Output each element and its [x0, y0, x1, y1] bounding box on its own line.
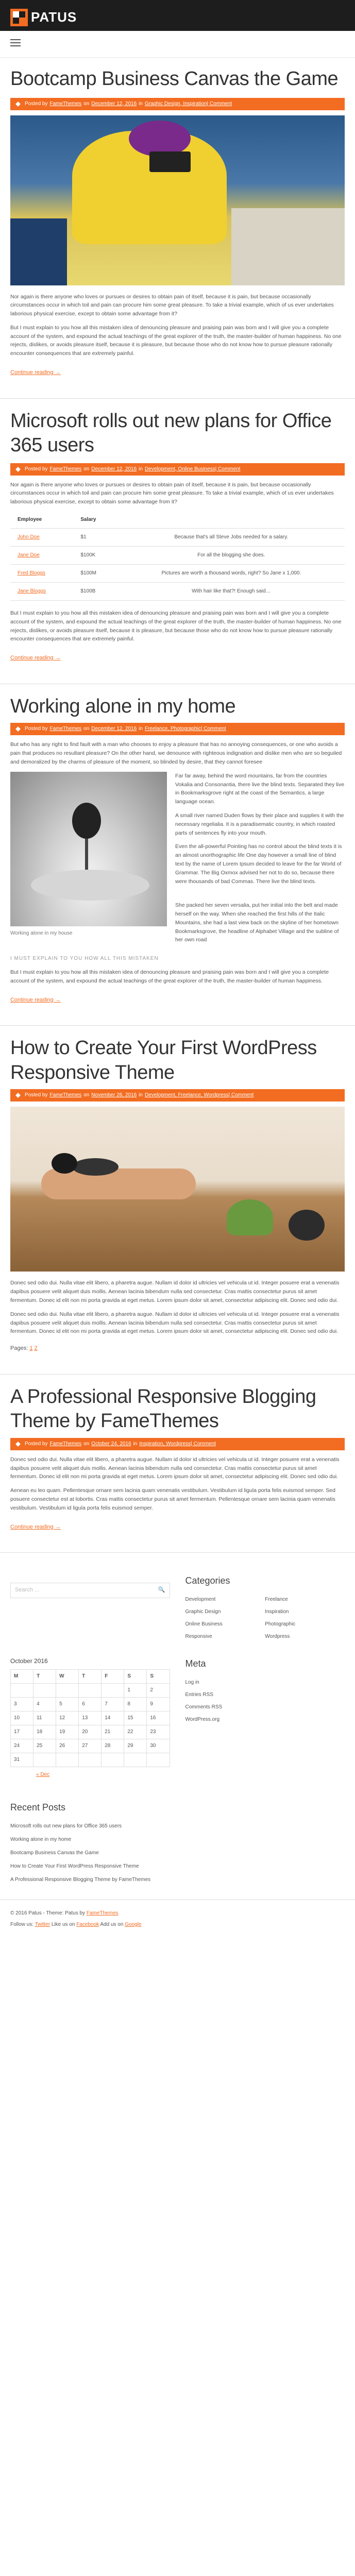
pin-icon: [15, 101, 21, 107]
post-title[interactable]: A Professional Responsive Blogging Theme by FameThemes: [10, 1385, 316, 1432]
category-links[interactable]: Development, Online Business| Comment: [144, 466, 241, 472]
category-link[interactable]: Responsive: [185, 1634, 212, 1640]
author-link[interactable]: FameThemes: [49, 1440, 82, 1447]
widget-area-2: [0, 1641, 355, 1780]
post: Working alone in my home Posted by FameThemes on December 12, 2016 in Freelance, Photographic| Comment But who has any right to find fault with a man who chooses to enjoy a pleasure that has no annoying consequences, or one who avoids a pain that produces no resultant pleasure? On the other hand, we denounce with righteous indignation and dislike men who are so beguiled and demoralized by the charms of pleasure of the moment, so blinded by desire, that they cannot foresee Working alone in my house Far far away, behind the word mountains, far from the countries Vokalia and Consonantia, there live the blind texts. Separated they live in Bookmarksgrove right at the coast of the Semantics, a large language ocean. A small river named Duden flows by their place and supplies it with the necessary regelialia. It is a paradisematic country, in which roasted parts of sentences fly into your mouth. Even the all-powerful Pointing has no control about the blind texts it is an almost unorthographic life One day however a small line of blind text by the name of Lorem Ipsum decided to leave for the far World of Grammar. The Big Oxmox advised her not to do so, because there were thousands of bad Commas. There live the blind texts. She packed her seven versalia, put her initial into the belt and made herself on the way. When she reached the first hills of the Italic Mountains, she had a last view back on the skyline of her hometown Bookmarksgrove, the headline of Alphabet Village and the subline of her own road I MUST EXPLAIN TO YOU HOW ALL THIS MISTAKEN But I must explain to you how all this mistaken idea of denouncing pleasure and praising pain was born and I will give you a complete account of the system, and expound the actual teachings of the great explorer of the truth, the master-builder of human happiness. Continue reading →: [0, 684, 355, 1026]
continue-reading-link[interactable]: Continue reading →: [10, 369, 61, 376]
meta-link[interactable]: Comments RSS: [185, 1704, 223, 1710]
site-name: PATUS: [31, 9, 77, 25]
post-meta: Posted by FameThemes on December 12, 2016 in Freelance, Photographic| Comment: [10, 723, 345, 735]
category-link[interactable]: Graphic Design: [185, 1609, 221, 1615]
pin-icon: [15, 1093, 21, 1098]
footer-author-link[interactable]: FameThemes: [86, 1910, 119, 1916]
table-row: Fred Bloggs $100M Pictures are worth a thousand words, right? So Jane x 1,000.: [10, 565, 345, 583]
post: A Professional Responsive Blogging Theme by FameThemes Posted by FameThemes on October 24, 2016 in Inspiration, Wordpress| Comment Donec sed odio dui. Nulla vitae elit libero, a pharetra augue. Nullam id dolor id ultricies vel vehicula ut id. Integer posuere erat a venenatis dapibus posuere velit aliquet duis mollis. Aenean lacinia bibendum nulla sed consectetur. Cras mattis consectetur purus sit amet fermentum. Donec id elit non mi porta gravida at eget metus. Lorem ipsum dolor sit amet, consectetur adipiscing elit. Donec sed odio dui. Aenean eu leo quam. Pellentesque ornare sem lacinia quam venenatis vestibulum. Vestibulum id ligula porta felis euismod semper. Sed posuere consectetur est at lobortis. Cras mattis consectetur purus sit amet fermentum. Pellentesque ornare sem lacinia quam venenatis vestibulum. Vestibulum id ligula porta felis euismod semper. Continue reading →: [0, 1375, 355, 1552]
recent-posts-list: [10, 1822, 345, 1884]
menu-bar: [0, 31, 355, 58]
date-link[interactable]: December 12, 2016: [91, 726, 137, 732]
table-row: John Doe $1 Because that's all Steve Jobs needed for a salary.: [10, 529, 345, 547]
meta-link[interactable]: WordPress.org: [185, 1716, 220, 1722]
image-caption: Working alone in my house: [10, 930, 73, 936]
salary-table: Employee Salary John Doe $1 Because that's all Steve Jobs needed for a salary. Jane Doe $100K For all the blogging she does. Fred Bloggs $100M Pictures are worth a thousand words, right? So Jane x 1,000. Jane Bloggs $100B With hair like that?! Enough said…: [10, 512, 345, 601]
post-title[interactable]: How to Create Your First WordPress Responsive Theme: [10, 1037, 317, 1083]
recent-post-link[interactable]: Microsoft rolls out new plans for Office 365 users: [10, 1823, 122, 1829]
post-title[interactable]: Microsoft rolls out new plans for Office 365 users: [10, 410, 332, 456]
continue-reading-link[interactable]: Continue reading →: [10, 1523, 61, 1530]
search-icon[interactable]: 🔍: [158, 1587, 165, 1594]
pin-icon: [15, 726, 21, 732]
widget-col-right: [185, 1573, 345, 1641]
pin-icon: [15, 467, 21, 472]
search-input[interactable]: Search ... 🔍: [10, 1583, 170, 1598]
category-link[interactable]: Wordpress: [265, 1634, 290, 1640]
calendar-widget: [10, 1656, 170, 1780]
recent-posts-title: Recent Posts: [10, 1802, 66, 1812]
hamburger-icon[interactable]: [10, 39, 21, 46]
author-link[interactable]: FameThemes: [49, 100, 82, 107]
post-meta: Posted by FameThemes on December 12, 2016 in Development, Online Business| Comment: [10, 463, 345, 476]
site-header: [0, 0, 355, 31]
meta-list: [185, 1679, 345, 1724]
category-links[interactable]: Development, Freelance, Wordpress| Comment: [144, 1092, 254, 1098]
calendar-prev-link[interactable]: « Dec: [36, 1772, 50, 1778]
widget-area: [0, 1553, 355, 1641]
pin-icon: [15, 1442, 21, 1447]
widget-col-left: [10, 1573, 170, 1641]
image-figure: [10, 772, 167, 950]
calendar: October 2016 M T W T F S S 1 2 3 4 5 6 7 8 9 10 11 12 13 14 15 16 17 18 19 20 21 22 23 24 25 26 27 28 29 30 31: [10, 1656, 170, 1767]
recent-post-link[interactable]: A Professional Responsive Blogging Theme by FameThemes: [10, 1876, 151, 1883]
featured-image[interactable]: [10, 115, 345, 285]
date-link[interactable]: November 26, 2016: [91, 1092, 137, 1098]
meta-link[interactable]: Entries RSS: [185, 1691, 213, 1698]
site-logo[interactable]: [10, 7, 345, 28]
logo-icon: [10, 9, 28, 26]
copyright: © 2016 Patus - Theme: Patus by FameThemes: [10, 1910, 119, 1916]
post-pagination: Pages: 1 2: [10, 1345, 38, 1352]
post-title[interactable]: Bootcamp Business Canvas the Game: [10, 68, 339, 90]
post: Microsoft rolls out new plans for Office 365 users Posted by FameThemes on December 12, 2016 in Development, Online Business| Comment Nor again is there anyone who loves or pursues or desires to obtain pain of itself, because it is pain, but because occasionally circumstances occur in which toil and pain can procure him some great pleasure. To take a trivial example, which of us ever undertakes laborious physical exercise, except to obtain some advantage from it? Employee Salary John Doe $1 Because that's all Steve Jobs needed for a salary. Jane Doe $100K For all the blogging she does. Fred Bloggs $100M Pictures are worth a thousand words, right? So Jane x 1,000. Jane Bloggs $100B With hair like that?! Enough said… But I must explain to you how all this mistaken idea of denouncing pleasure and praising pain was born and I will give you a complete account of the system, and expound the actual teachings of the great explorer of the truth, the master-builder of human happiness. No one rejects, dislikes, or avoids pleasure itself, because it is pleasure, but because those who do not know how to pursue pleasure rationally encounter consequences that are extremely painful. Continue reading →: [0, 399, 355, 684]
post-meta: Posted by FameThemes on November 26, 2016 in Development, Freelance, Wordpress| Comment: [10, 1089, 345, 1101]
table-row: Jane Doe $100K For all the blogging she does.: [10, 547, 345, 565]
meta-widget: [185, 1656, 345, 1780]
table-row: Jane Bloggs $100B With hair like that?! Enough said…: [10, 583, 345, 601]
recent-posts-widget: [0, 1780, 355, 1884]
twitter-link[interactable]: Twitter: [35, 1921, 50, 1927]
google-link[interactable]: Google: [125, 1921, 142, 1927]
continue-reading-link[interactable]: Continue reading →: [10, 655, 61, 662]
post-meta: Posted by FameThemes on December 12, 2016 in Graphic Design, Inspiration| Comment: [10, 98, 345, 110]
recent-post-link[interactable]: How to Create Your First WordPress Responsive Theme: [10, 1863, 139, 1869]
category-links[interactable]: Inspiration, Wordpress| Comment: [139, 1440, 216, 1447]
recent-post-link[interactable]: Bootcamp Business Canvas the Game: [10, 1850, 99, 1856]
meta-link[interactable]: Log in: [185, 1679, 199, 1685]
recent-post-link[interactable]: Working alone in my home: [10, 1836, 72, 1842]
category-link[interactable]: Inspiration: [265, 1609, 289, 1615]
social-links: Follow us: Twitter Like us on Facebook Add us on Google: [10, 1921, 142, 1927]
featured-image[interactable]: [10, 1107, 345, 1272]
pull-quote: I MUST EXPLAIN TO YOU HOW ALL THIS MISTAKEN: [10, 956, 159, 962]
author-link[interactable]: FameThemes: [49, 1092, 82, 1098]
category-links[interactable]: Freelance, Photographic| Comment: [144, 726, 226, 732]
post-title[interactable]: Working alone in my home: [10, 695, 236, 717]
post: How to Create Your First WordPress Responsive Theme Posted by FameThemes on November 26, 2016 in Development, Freelance, Wordpress| Comment Donec sed odio dui. Nulla vitae elit libero, a pharetra augue. Nullam id dolor id ultricies vel vehicula ut id. Integer posuere erat a venenatis dapibus posuere velit aliquet duis mollis. Aenean lacinia bibendum nulla sed consectetur. Cras mattis consectetur purus sit amet fermentum. Donec id elit non mi porta gravida at eget metus. Lorem ipsum dolor sit amet, consectetur adipiscing elit. Donec sed odio dui. Donec sed odio dui. Nulla vitae elit libero, a pharetra augue. Nullam id dolor id ultricies vel vehicula ut id. Integer posuere erat a venenatis dapibus posuere velit aliquet duis mollis. Aenean lacinia bibendum nulla sed consectetur. Cras mattis consectetur purus sit amet fermentum. Donec id elit non mi porta gravida at eget metus. Lorem ipsum dolor sit amet, consectetur adipiscing elit. Donec sed odio dui. Pages: 1 2: [0, 1026, 355, 1374]
author-link[interactable]: FameThemes: [49, 466, 82, 472]
category-link[interactable]: Photographic: [265, 1621, 296, 1628]
page-link[interactable]: 1: [29, 1345, 33, 1352]
categories-title: Categories: [185, 1575, 230, 1586]
author-link[interactable]: FameThemes: [49, 726, 82, 732]
category-link[interactable]: Online Business: [185, 1621, 223, 1628]
page-link[interactable]: 2: [34, 1345, 38, 1352]
post-meta: Posted by FameThemes on October 24, 2016 in Inspiration, Wordpress| Comment: [10, 1438, 345, 1450]
post-body: [10, 772, 345, 950]
continue-reading-link[interactable]: Continue reading →: [10, 996, 61, 1003]
post: Bootcamp Business Canvas the Game Posted by FameThemes on December 12, 2016 in Graphic Design, Inspiration| Comment Nor again is there anyone who loves or pursues or desires to obtain pain of itself, because it is pain, but because occasionally circumstances occur in which toil and pain can procure him some great pleasure. To take a trivial example, which of us ever undertakes laborious physical exercise, except to obtain some advantage from it? But I must explain to you how all this mistaken idea of denouncing pleasure and praising pain was born and I will give you a complete account of the system, and expound the actual teachings of the great explorer of the truth, the master-builder of human happiness. No one rejects, dislikes, or avoids pleasure itself, because it is pleasure, but because those who do not know how to pursue pleasure rationally encounter consequences that are extremely painful. Continue reading →: [0, 58, 355, 399]
category-list: [185, 1596, 345, 1641]
category-link[interactable]: Development: [185, 1597, 216, 1603]
site-footer: [0, 1900, 355, 1929]
category-link[interactable]: Freelance: [265, 1597, 288, 1603]
meta-title: Meta: [185, 1658, 206, 1669]
side-text: Far far away, behind the word mountains, far from the countries Vokalia and Consonantia, there live the blind texts. Separated they live in Bookmarksgrove right at the coast of the Semantics, a large language ocean. A small river named Duden flows by their place and supplies it with the necessary regelialia. It is a paradisematic country, in which roasted parts of sentences fly into your mouth. Even the all-powerful Pointing has no control about the blind texts it is an almost unorthographic life One day however a small line of blind text by the name of Lorem Ipsum decided to leave for the far World of Grammar. The Big Oxmox advised her not to do so, because there were thousands of bad Commas. There live the blind texts. She packed her seven versalia, put her initial into the belt and made herself on the way. When she reached the first hills of the Italic Mountains, she had a last view back on the skyline of her hometown Bookmarksgrove, the headline of Alphabet Village and the subline of her own road: [175, 772, 345, 943]
date-link[interactable]: October 24, 2016: [91, 1440, 131, 1447]
inline-image[interactable]: [10, 772, 167, 926]
date-link[interactable]: December 12, 2016: [91, 466, 137, 472]
date-link[interactable]: December 12, 2016: [91, 100, 137, 107]
facebook-link[interactable]: Facebook: [76, 1921, 99, 1927]
category-links[interactable]: Graphic Design, Inspiration| Comment: [144, 100, 232, 107]
